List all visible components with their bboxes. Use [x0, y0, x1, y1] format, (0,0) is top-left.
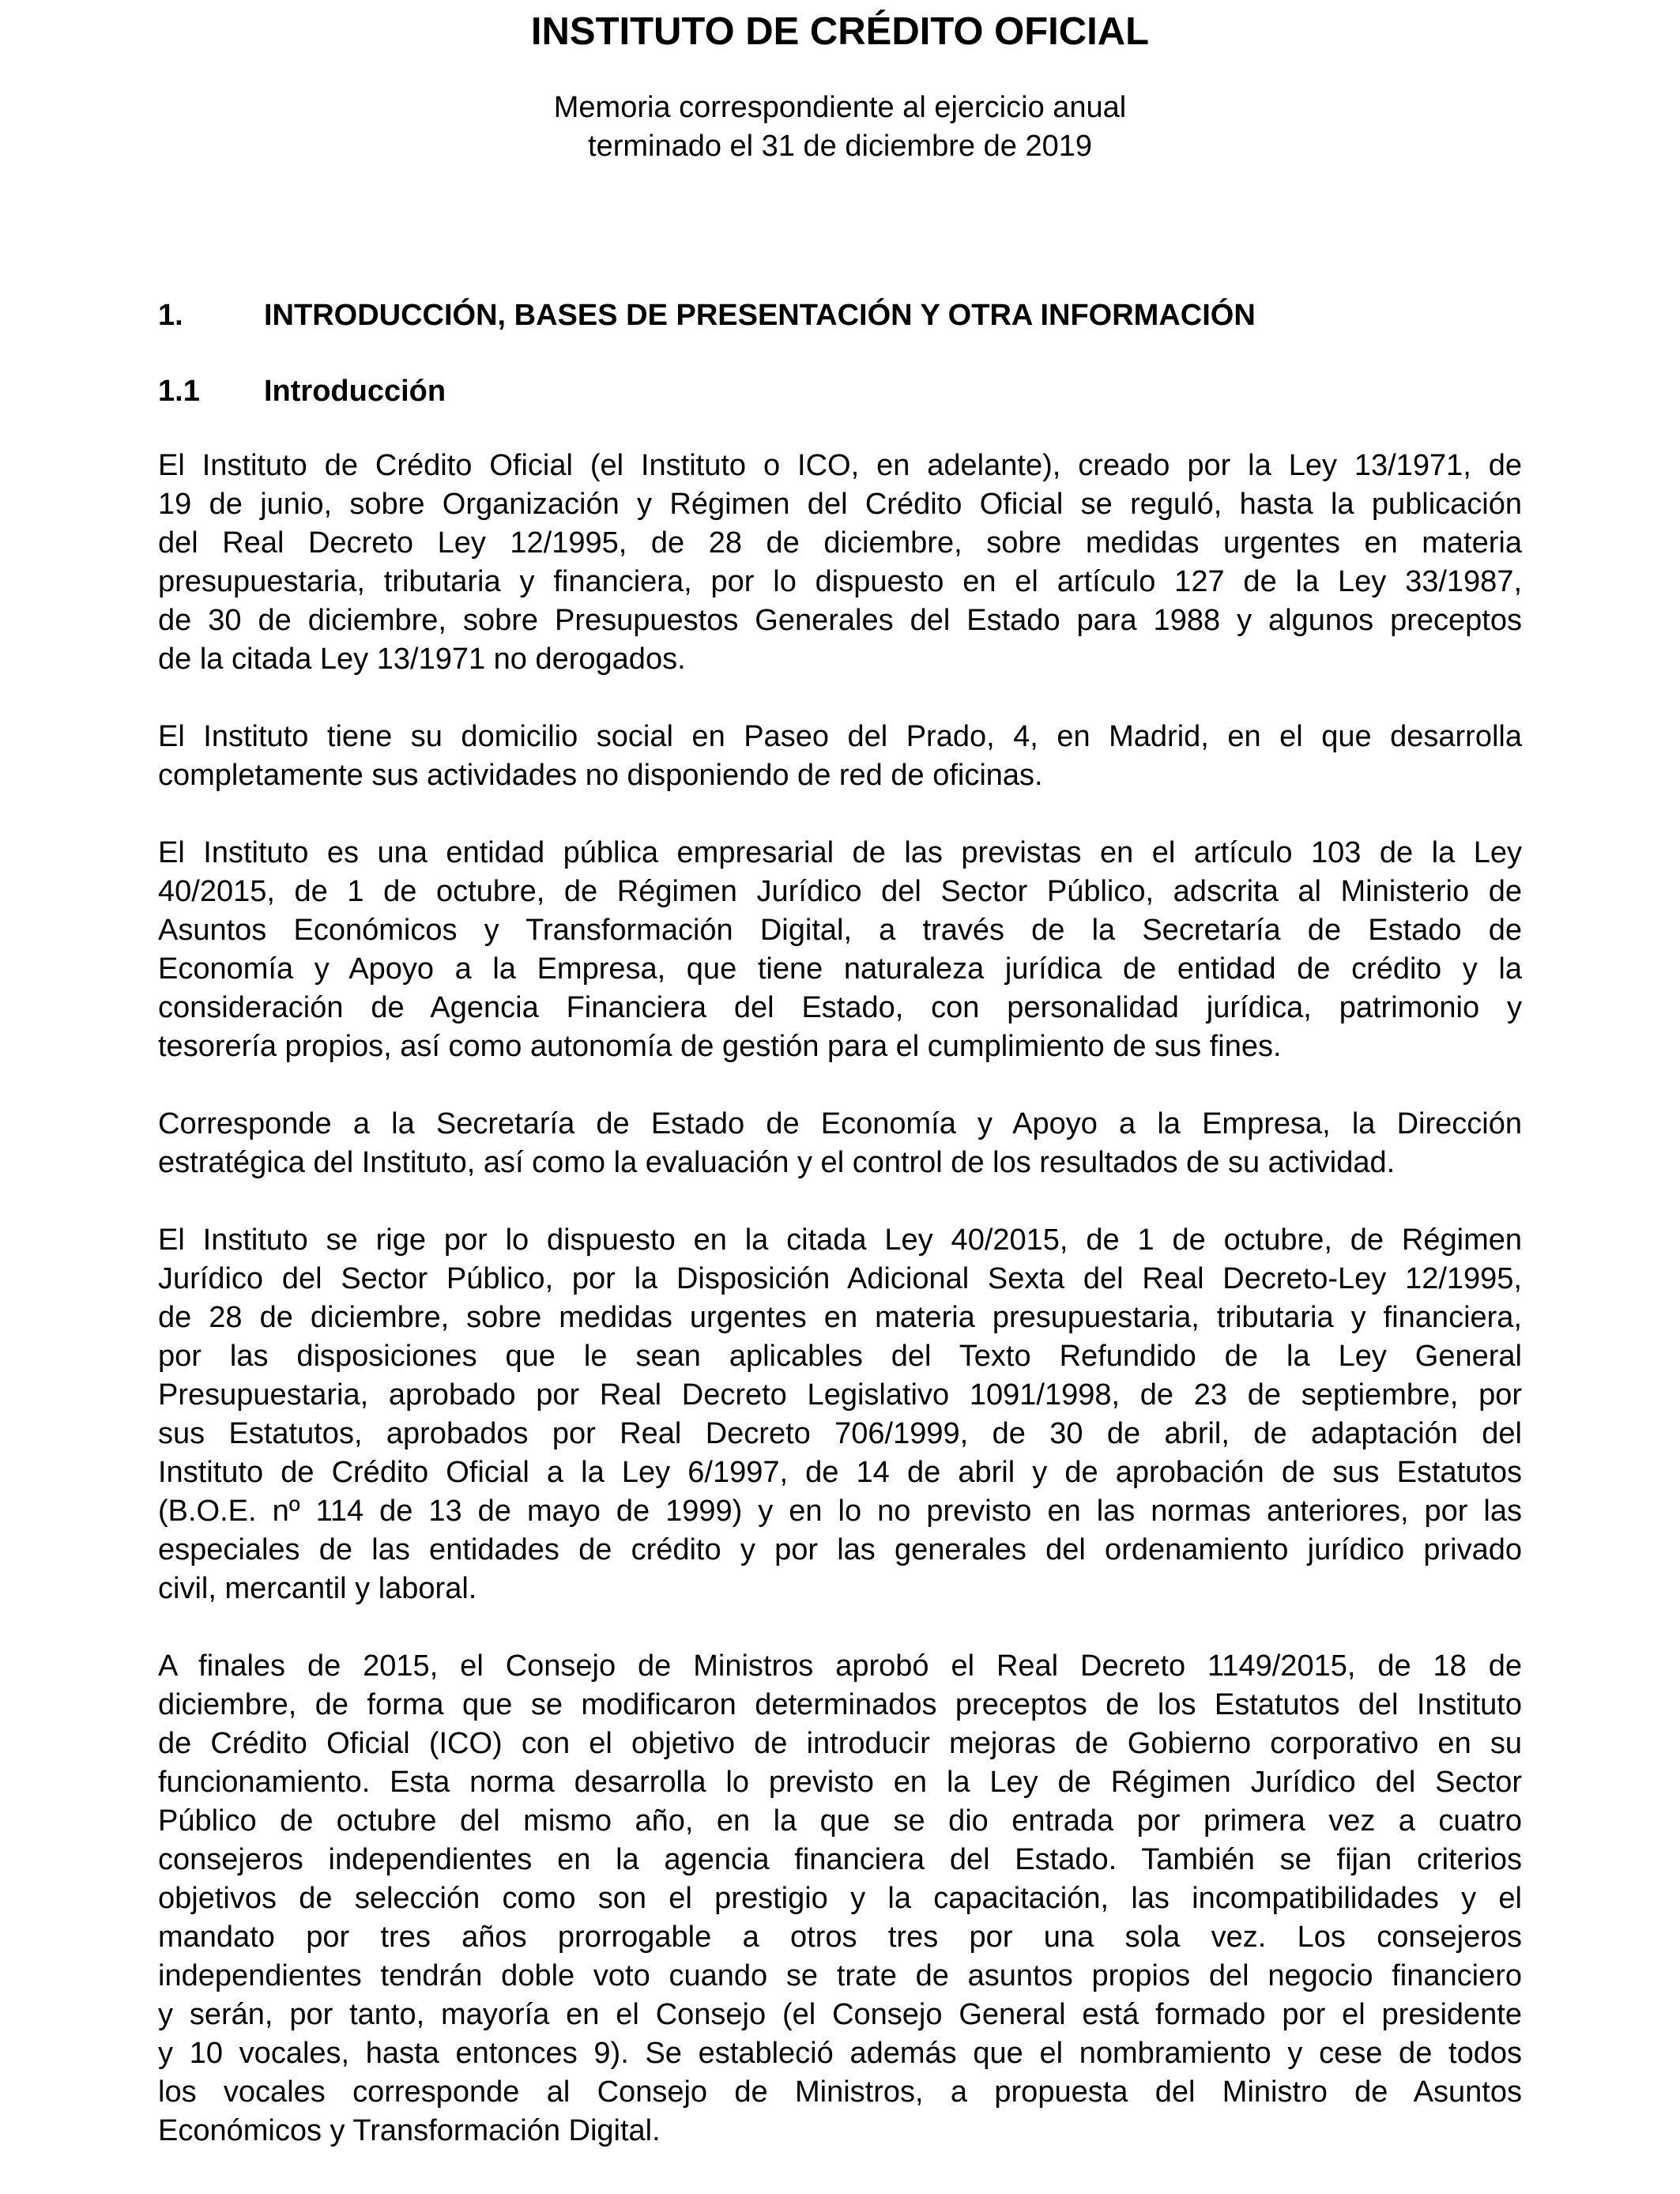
section-heading [158, 296, 1256, 335]
paragraph [158, 718, 1522, 795]
paragraph-line: Instituto de Crédito Oficial a la Ley 6/1997, de 14 de abril y de aprobación de sus Estatutos [158, 1456, 1522, 1489]
section-number: 1. [158, 299, 183, 332]
paragraph-line: Presupuestaria, aprobado por Real Decreto Legislativo 1091/1998, de 23 de septiembre, por [158, 1378, 1522, 1412]
paragraph-line: y 10 vocales, hasta entonces 9). Se estableció además que el nombramiento y cese de todos [158, 2037, 1522, 2070]
paragraph-line: El Instituto es una entidad pública empresarial de las previstas en el artículo 103 de la Ley [158, 836, 1522, 869]
paragraph-line: Público de octubre del mismo año, en la que se dio entrada por primera vez a cuatro [158, 1804, 1522, 1838]
paragraph-line: funcionamiento. Esta norma desarrolla lo previsto en la Ley de Régimen Jurídico del Sector [158, 1766, 1522, 1799]
paragraph-line: El Instituto de Crédito Oficial (el Instituto o ICO, en adelante), creado por la Ley 13/1971, de [158, 449, 1522, 482]
paragraph-line: (B.O.E. nº 114 de 13 de mayo de 1999) y en lo no previsto en las normas anteriores, por las [158, 1495, 1522, 1528]
paragraph-line: especiales de las entidades de crédito y por las generales del ordenamiento jurídico privado [158, 1533, 1522, 1566]
paragraph-line: por las disposiciones que le sean aplicables del Texto Refundido de la Ley General [158, 1340, 1522, 1373]
paragraph-line: independientes tendrán doble voto cuando se trate de asuntos propios del negocio financiero [158, 1959, 1522, 1992]
paragraph-line: El Instituto se rige por lo dispuesto en la citada Ley 40/2015, de 1 de octubre, de Régimen [158, 1223, 1522, 1257]
paragraph-line: objetivos de selección como son el prestigio y la capacitación, las incompatibilidades y el [158, 1882, 1522, 1915]
paragraph-line: diciembre, de forma que se modificaron determinados preceptos de los Estatutos del Instituto [158, 1688, 1522, 1721]
document-subtitle [0, 89, 1680, 166]
body-text [158, 447, 1522, 2189]
paragraph-line: los vocales corresponde al Consejo de Ministros, a propuesta del Ministro de Asuntos [158, 2075, 1522, 2109]
paragraph-line: civil, mercantil y laboral. [158, 1572, 477, 1605]
paragraph-line: 40/2015, de 1 de octubre, de Régimen Jurídico del Sector Público, adscrita al Ministerio de [158, 875, 1522, 908]
paragraph-line: Asuntos Económicos y Transformación Digital, a través de la Secretaría de Estado de [158, 914, 1522, 947]
paragraph-line: sus Estatutos, aprobados por Real Decreto 706/1999, de 30 de abril, de adaptación del [158, 1417, 1522, 1450]
paragraph-line: de la citada Ley 13/1971 no derogados. [158, 643, 686, 676]
paragraph [158, 447, 1522, 679]
paragraph-line: Jurídico del Sector Público, por la Disposición Adicional Sexta del Real Decreto-Ley 12/1995, [158, 1262, 1522, 1295]
paragraph-line: Económicos y Transformación Digital. [158, 2114, 661, 2147]
section-title: INTRODUCCIÓN, BASES DE PRESENTACIÓN Y OTRA INFORMACIÓN [264, 299, 1256, 332]
paragraph-line: tesorería propios, así como autonomía de gestión para el cumplimiento de sus fines. [158, 1030, 1282, 1063]
paragraph [158, 1105, 1522, 1182]
paragraph-line: Economía y Apoyo a la Empresa, que tiene naturaleza jurídica de entidad de crédito y la [158, 952, 1522, 986]
paragraph-line: estratégica del Instituto, así como la evaluación y el control de los resultados de su actividad. [158, 1146, 1396, 1179]
paragraph-line: consideración de Agencia Financiera del Estado, con personalidad jurídica, patrimonio y [158, 991, 1522, 1024]
document-title: INSTITUTO DE CRÉDITO OFICIAL [530, 10, 1150, 53]
paragraph-line: mandato por tres años prorrogable a otros tres por una sola vez. Los consejeros [158, 1921, 1522, 1954]
paragraph-line: A finales de 2015, el Consejo de Ministros aprobó el Real Decreto 1149/2015, de 18 de [158, 1649, 1522, 1683]
paragraph-line: de Crédito Oficial (ICO) con el objetivo de introducir mejoras de Gobierno corporativo en su [158, 1727, 1522, 1760]
paragraph-line: presupuestaria, tributaria y financiera, por lo dispuesto en el artículo 127 de la Ley 33/1987, [158, 565, 1522, 598]
subsection-title: Introducción [264, 375, 446, 408]
paragraph [158, 1221, 1522, 1608]
paragraph-line: consejeros independientes en la agencia financiera del Estado. También se fijan criterios [158, 1843, 1522, 1876]
paragraph-line: completamente sus actividades no disponiendo de red de oficinas. [158, 759, 1043, 792]
paragraph-line: de 30 de diciembre, sobre Presupuestos Generales del Estado para 1988 y algunos preceptos [158, 604, 1522, 637]
paragraph-line: del Real Decreto Ley 12/1995, de 28 de diciembre, sobre medidas urgentes en materia [158, 526, 1522, 560]
paragraph-line: y serán, por tanto, mayoría en el Consejo (el Consejo General está formado por el presidente [158, 1998, 1522, 2031]
subsection-number: 1.1 [158, 375, 200, 408]
paragraph-line: 19 de junio, sobre Organización y Régimen del Crédito Oficial se reguló, hasta la publicación [158, 488, 1522, 521]
paragraph-line: Corresponde a la Secretaría de Estado de Economía y Apoyo a la Empresa, la Dirección [158, 1107, 1522, 1140]
paragraph-line: de 28 de diciembre, sobre medidas urgentes en materia presupuestaria, tributaria y financiera, [158, 1301, 1522, 1334]
paragraph [158, 834, 1522, 1066]
subtitle-line: Memoria correspondiente al ejercicio anual [553, 91, 1127, 124]
paragraph-line: El Instituto tiene su domicilio social en Paseo del Prado, 4, en Madrid, en el que desarrolla [158, 720, 1522, 753]
subsection-heading [158, 371, 446, 411]
subtitle-line: terminado el 31 de diciembre de 2019 [588, 130, 1092, 163]
paragraph [158, 1647, 1522, 2151]
